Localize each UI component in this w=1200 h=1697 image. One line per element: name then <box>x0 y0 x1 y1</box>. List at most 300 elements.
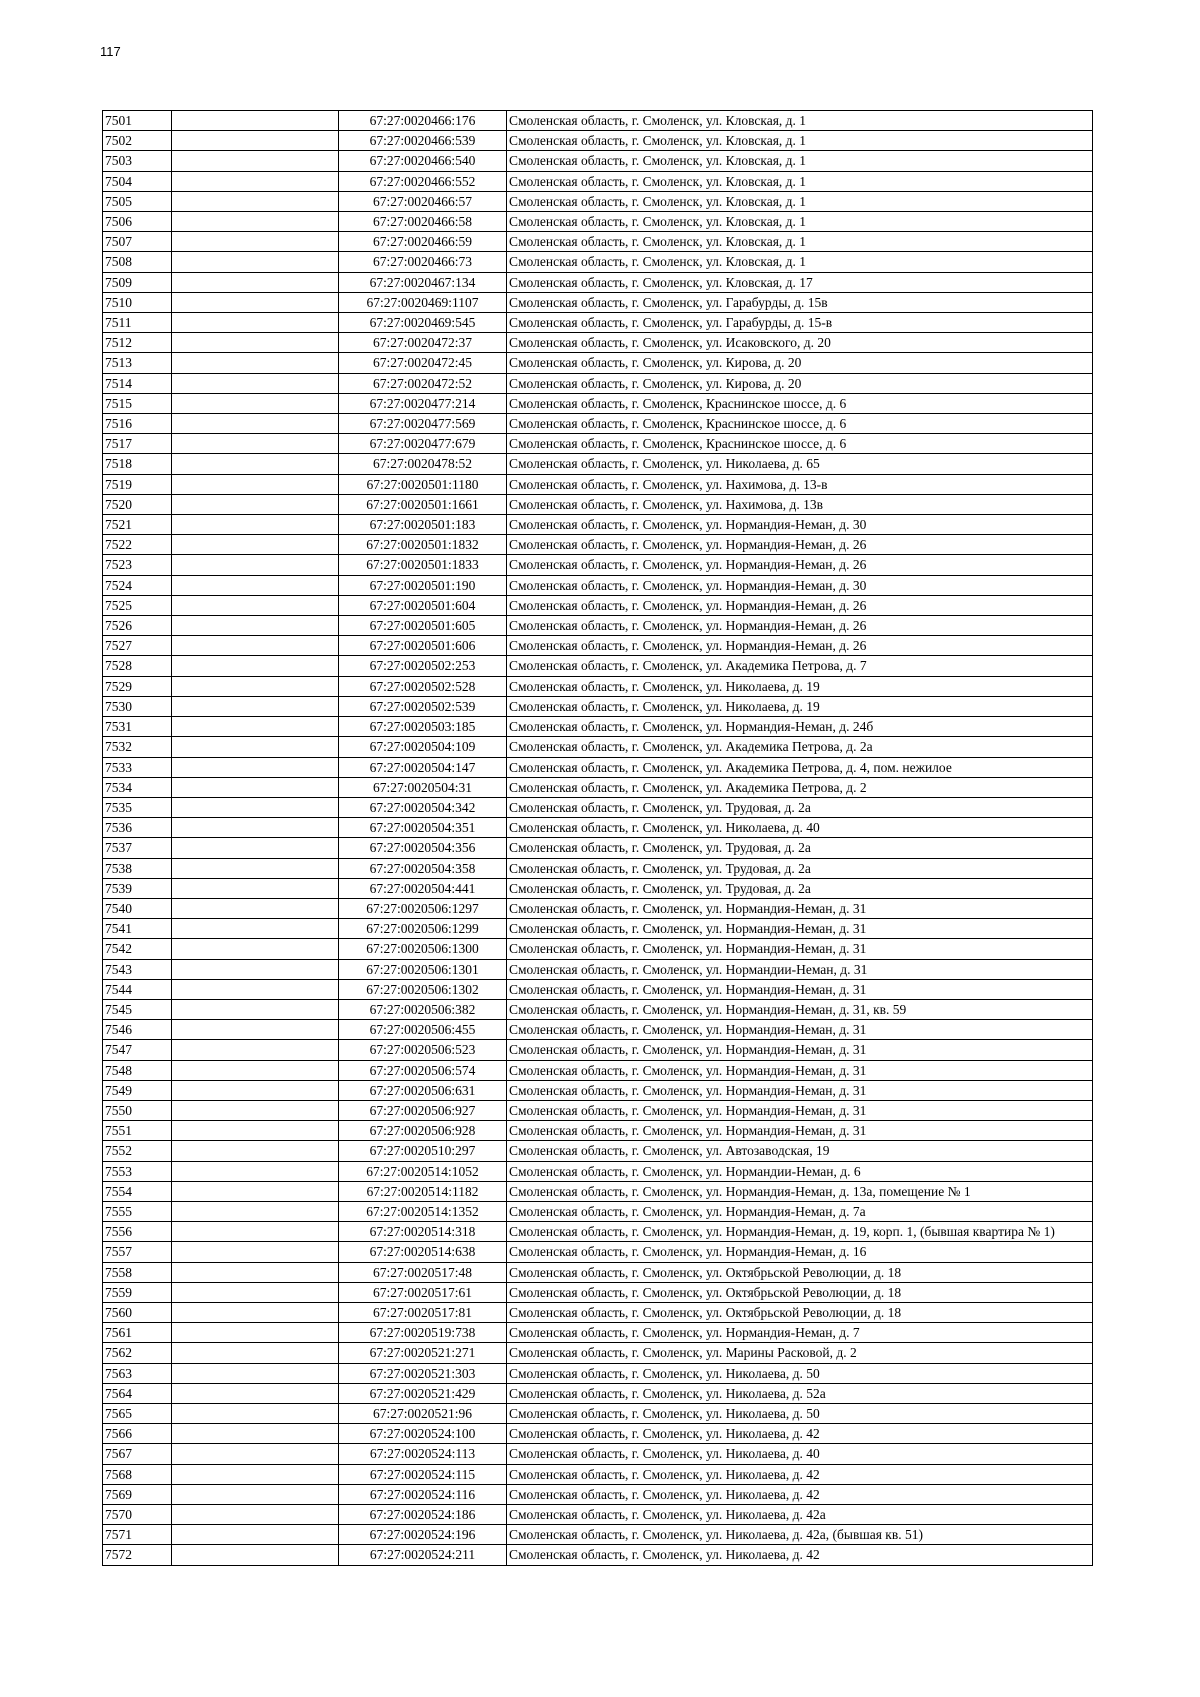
table-row <box>103 1181 1093 1201</box>
cadastral-number-cell: 67:27:0020467:134 <box>339 272 507 292</box>
empty-cell <box>172 616 339 636</box>
table-row <box>103 898 1093 918</box>
table-row <box>103 272 1093 292</box>
empty-cell <box>172 939 339 959</box>
cadastral-number-cell: 67:27:0020469:545 <box>339 313 507 333</box>
row-number-cell: 7538 <box>103 858 172 878</box>
cadastral-number-cell: 67:27:0020502:528 <box>339 676 507 696</box>
row-number-cell: 7542 <box>103 939 172 959</box>
address-cell: Смоленская область, г. Смоленск, ул. Нормандия-Неман, д. 7 <box>507 1323 1093 1343</box>
table-row <box>103 797 1093 817</box>
cadastral-number-cell: 67:27:0020510:297 <box>339 1141 507 1161</box>
empty-cell <box>172 252 339 272</box>
registry-body <box>103 111 1093 1566</box>
cadastral-number-cell: 67:27:0020504:356 <box>339 838 507 858</box>
empty-cell <box>172 676 339 696</box>
cadastral-number-cell: 67:27:0020514:1052 <box>339 1161 507 1181</box>
empty-cell <box>172 171 339 191</box>
empty-cell <box>172 777 339 797</box>
address-cell: Смоленская область, г. Смоленск, ул. Николаева, д. 19 <box>507 676 1093 696</box>
table-row <box>103 1262 1093 1282</box>
empty-cell <box>172 393 339 413</box>
table-row <box>103 171 1093 191</box>
table-row <box>103 999 1093 1019</box>
row-number-cell: 7571 <box>103 1525 172 1545</box>
row-number-cell: 7529 <box>103 676 172 696</box>
table-row <box>103 212 1093 232</box>
address-cell: Смоленская область, г. Смоленск, ул. Трудовая, д. 2а <box>507 858 1093 878</box>
empty-cell <box>172 919 339 939</box>
table-row <box>103 1020 1093 1040</box>
address-cell: Смоленская область, г. Смоленск, ул. Марины Расковой, д. 2 <box>507 1343 1093 1363</box>
address-cell: Смоленская область, г. Смоленск, ул. Нормандия-Неман, д. 16 <box>507 1242 1093 1262</box>
table-row <box>103 919 1093 939</box>
row-number-cell: 7552 <box>103 1141 172 1161</box>
address-cell: Смоленская область, г. Смоленск, ул. Автозаводская, 19 <box>507 1141 1093 1161</box>
row-number-cell: 7512 <box>103 333 172 353</box>
row-number-cell: 7502 <box>103 131 172 151</box>
row-number-cell: 7503 <box>103 151 172 171</box>
table-row <box>103 636 1093 656</box>
address-cell: Смоленская область, г. Смоленск, ул. Нормандия-Неман, д. 31, кв. 59 <box>507 999 1093 1019</box>
table-row <box>103 494 1093 514</box>
empty-cell <box>172 414 339 434</box>
cadastral-number-cell: 67:27:0020504:109 <box>339 737 507 757</box>
address-cell: Смоленская область, г. Смоленск, ул. Нормандия-Неман, д. 24б <box>507 717 1093 737</box>
property-registry-table <box>102 110 1093 1566</box>
table-row <box>103 454 1093 474</box>
address-cell: Смоленская область, г. Смоленск, ул. Нормандия-Неман, д. 26 <box>507 636 1093 656</box>
cadastral-number-cell: 67:27:0020472:52 <box>339 373 507 393</box>
address-cell: Смоленская область, г. Смоленск, ул. Николаева, д. 50 <box>507 1363 1093 1383</box>
empty-cell <box>172 1484 339 1504</box>
row-number-cell: 7501 <box>103 111 172 131</box>
empty-cell <box>172 494 339 514</box>
address-cell: Смоленская область, г. Смоленск, ул. Нормандия-Неман, д. 31 <box>507 939 1093 959</box>
table-row <box>103 878 1093 898</box>
empty-cell <box>172 1424 339 1444</box>
empty-cell <box>172 1060 339 1080</box>
row-number-cell: 7520 <box>103 494 172 514</box>
row-number-cell: 7567 <box>103 1444 172 1464</box>
row-number-cell: 7554 <box>103 1181 172 1201</box>
cadastral-number-cell: 67:27:0020517:48 <box>339 1262 507 1282</box>
table-row <box>103 1100 1093 1120</box>
table-row <box>103 373 1093 393</box>
table-row <box>103 1363 1093 1383</box>
address-cell: Смоленская область, г. Смоленск, ул. Нормандия-Неман, д. 31 <box>507 1100 1093 1120</box>
address-cell: Смоленская область, г. Смоленск, ул. Николаева, д. 50 <box>507 1404 1093 1424</box>
empty-cell <box>172 1525 339 1545</box>
row-number-cell: 7525 <box>103 595 172 615</box>
table-row <box>103 676 1093 696</box>
table-row <box>103 292 1093 312</box>
table-row <box>103 131 1093 151</box>
empty-cell <box>172 1161 339 1181</box>
address-cell: Смоленская область, г. Смоленск, ул. Николаева, д. 42 <box>507 1484 1093 1504</box>
empty-cell <box>172 191 339 211</box>
cadastral-number-cell: 67:27:0020517:81 <box>339 1302 507 1322</box>
cadastral-number-cell: 67:27:0020472:45 <box>339 353 507 373</box>
cadastral-number-cell: 67:27:0020506:927 <box>339 1100 507 1120</box>
table-row <box>103 1121 1093 1141</box>
cadastral-number-cell: 67:27:0020466:539 <box>339 131 507 151</box>
empty-cell <box>172 272 339 292</box>
address-cell: Смоленская область, г. Смоленск, ул. Кловская, д. 1 <box>507 191 1093 211</box>
empty-cell <box>172 515 339 535</box>
row-number-cell: 7504 <box>103 171 172 191</box>
empty-cell <box>172 858 339 878</box>
address-cell: Смоленская область, г. Смоленск, ул. Академика Петрова, д. 7 <box>507 656 1093 676</box>
empty-cell <box>172 1141 339 1161</box>
address-cell: Смоленская область, г. Смоленск, ул. Николаева, д. 52а <box>507 1383 1093 1403</box>
empty-cell <box>172 1020 339 1040</box>
address-cell: Смоленская область, г. Смоленск, ул. Нормандии-Неман, д. 6 <box>507 1161 1093 1181</box>
row-number-cell: 7562 <box>103 1343 172 1363</box>
row-number-cell: 7519 <box>103 474 172 494</box>
empty-cell <box>172 797 339 817</box>
empty-cell <box>172 353 339 373</box>
empty-cell <box>172 717 339 737</box>
address-cell: Смоленская область, г. Смоленск, ул. Нормандия-Неман, д. 31 <box>507 1060 1093 1080</box>
empty-cell <box>172 1444 339 1464</box>
row-number-cell: 7534 <box>103 777 172 797</box>
cadastral-number-cell: 67:27:0020504:358 <box>339 858 507 878</box>
address-cell: Смоленская область, г. Смоленск, ул. Кирова, д. 20 <box>507 373 1093 393</box>
row-number-cell: 7556 <box>103 1222 172 1242</box>
address-cell: Смоленская область, г. Смоленск, ул. Академика Петрова, д. 2а <box>507 737 1093 757</box>
address-cell: Смоленская область, г. Смоленск, ул. Кловская, д. 17 <box>507 272 1093 292</box>
row-number-cell: 7526 <box>103 616 172 636</box>
empty-cell <box>172 1282 339 1302</box>
address-cell: Смоленская область, г. Смоленск, Краснинское шоссе, д. 6 <box>507 393 1093 413</box>
row-number-cell: 7557 <box>103 1242 172 1262</box>
address-cell: Смоленская область, г. Смоленск, ул. Октябрьской Революции, д. 18 <box>507 1282 1093 1302</box>
address-cell: Смоленская область, г. Смоленск, ул. Трудовая, д. 2а <box>507 878 1093 898</box>
table-row <box>103 252 1093 272</box>
address-cell: Смоленская область, г. Смоленск, ул. Нормандии-Неман, д. 31 <box>507 959 1093 979</box>
cadastral-number-cell: 67:27:0020501:606 <box>339 636 507 656</box>
cadastral-number-cell: 67:27:0020466:59 <box>339 232 507 252</box>
table-row <box>103 1464 1093 1484</box>
row-number-cell: 7543 <box>103 959 172 979</box>
table-row <box>103 555 1093 575</box>
cadastral-number-cell: 67:27:0020477:679 <box>339 434 507 454</box>
address-cell: Смоленская область, г. Смоленск, ул. Кловская, д. 1 <box>507 111 1093 131</box>
row-number-cell: 7527 <box>103 636 172 656</box>
empty-cell <box>172 1404 339 1424</box>
table-row <box>103 575 1093 595</box>
address-cell: Смоленская область, г. Смоленск, ул. Нормандия-Неман, д. 30 <box>507 575 1093 595</box>
row-number-cell: 7565 <box>103 1404 172 1424</box>
cadastral-number-cell: 67:27:0020469:1107 <box>339 292 507 312</box>
row-number-cell: 7549 <box>103 1080 172 1100</box>
table-row <box>103 232 1093 252</box>
row-number-cell: 7536 <box>103 818 172 838</box>
address-cell: Смоленская область, г. Смоленск, ул. Нормандия-Неман, д. 31 <box>507 1040 1093 1060</box>
row-number-cell: 7545 <box>103 999 172 1019</box>
cadastral-number-cell: 67:27:0020477:569 <box>339 414 507 434</box>
cadastral-number-cell: 67:27:0020521:271 <box>339 1343 507 1363</box>
address-cell: Смоленская область, г. Смоленск, ул. Николаева, д. 42 <box>507 1424 1093 1444</box>
address-cell: Смоленская область, г. Смоленск, ул. Нахимова, д. 13в <box>507 494 1093 514</box>
table-row <box>103 858 1093 878</box>
address-cell: Смоленская область, г. Смоленск, ул. Исаковского, д. 20 <box>507 333 1093 353</box>
empty-cell <box>172 575 339 595</box>
address-cell: Смоленская область, г. Смоленск, ул. Академика Петрова, д. 4, пом. нежилое <box>507 757 1093 777</box>
table-row <box>103 414 1093 434</box>
table-row <box>103 979 1093 999</box>
empty-cell <box>172 1080 339 1100</box>
cadastral-number-cell: 67:27:0020514:638 <box>339 1242 507 1262</box>
row-number-cell: 7570 <box>103 1505 172 1525</box>
row-number-cell: 7515 <box>103 393 172 413</box>
cadastral-number-cell: 67:27:0020519:738 <box>339 1323 507 1343</box>
cadastral-number-cell: 67:27:0020501:1180 <box>339 474 507 494</box>
empty-cell <box>172 1121 339 1141</box>
cadastral-number-cell: 67:27:0020504:351 <box>339 818 507 838</box>
empty-cell <box>172 959 339 979</box>
table-row <box>103 1525 1093 1545</box>
empty-cell <box>172 1363 339 1383</box>
row-number-cell: 7524 <box>103 575 172 595</box>
address-cell: Смоленская область, г. Смоленск, ул. Трудовая, д. 2а <box>507 797 1093 817</box>
empty-cell <box>172 898 339 918</box>
row-number-cell: 7568 <box>103 1464 172 1484</box>
table-row <box>103 1404 1093 1424</box>
cadastral-number-cell: 67:27:0020501:1833 <box>339 555 507 575</box>
cadastral-number-cell: 67:27:0020472:37 <box>339 333 507 353</box>
empty-cell <box>172 212 339 232</box>
empty-cell <box>172 434 339 454</box>
table-row <box>103 1161 1093 1181</box>
empty-cell <box>172 474 339 494</box>
table-row <box>103 1545 1093 1565</box>
cadastral-number-cell: 67:27:0020506:1302 <box>339 979 507 999</box>
empty-cell <box>172 1323 339 1343</box>
cadastral-number-cell: 67:27:0020501:604 <box>339 595 507 615</box>
row-number-cell: 7547 <box>103 1040 172 1060</box>
address-cell: Смоленская область, г. Смоленск, ул. Октябрьской Революции, д. 18 <box>507 1302 1093 1322</box>
cadastral-number-cell: 67:27:0020504:441 <box>339 878 507 898</box>
table-row <box>103 1383 1093 1403</box>
cadastral-number-cell: 67:27:0020524:116 <box>339 1484 507 1504</box>
cadastral-number-cell: 67:27:0020501:183 <box>339 515 507 535</box>
row-number-cell: 7553 <box>103 1161 172 1181</box>
empty-cell <box>172 1262 339 1282</box>
address-cell: Смоленская область, г. Смоленск, Краснинское шоссе, д. 6 <box>507 434 1093 454</box>
row-number-cell: 7508 <box>103 252 172 272</box>
table-row <box>103 1080 1093 1100</box>
cadastral-number-cell: 67:27:0020514:1352 <box>339 1201 507 1221</box>
table-row <box>103 1282 1093 1302</box>
empty-cell <box>172 1464 339 1484</box>
empty-cell <box>172 1383 339 1403</box>
table-row <box>103 1242 1093 1262</box>
cadastral-number-cell: 67:27:0020506:631 <box>339 1080 507 1100</box>
address-cell: Смоленская область, г. Смоленск, ул. Нормандия-Неман, д. 7а <box>507 1201 1093 1221</box>
table-row <box>103 1505 1093 1525</box>
address-cell: Смоленская область, г. Смоленск, ул. Нормандия-Неман, д. 31 <box>507 919 1093 939</box>
cadastral-number-cell: 67:27:0020506:1301 <box>339 959 507 979</box>
cadastral-number-cell: 67:27:0020501:1661 <box>339 494 507 514</box>
row-number-cell: 7546 <box>103 1020 172 1040</box>
cadastral-number-cell: 67:27:0020506:455 <box>339 1020 507 1040</box>
address-cell: Смоленская область, г. Смоленск, ул. Академика Петрова, д. 2 <box>507 777 1093 797</box>
empty-cell <box>172 1040 339 1060</box>
table-row <box>103 1222 1093 1242</box>
address-cell: Смоленская область, г. Смоленск, ул. Нормандия-Неман, д. 31 <box>507 1080 1093 1100</box>
table-row <box>103 111 1093 131</box>
row-number-cell: 7510 <box>103 292 172 312</box>
cadastral-number-cell: 67:27:0020466:552 <box>339 171 507 191</box>
empty-cell <box>172 454 339 474</box>
row-number-cell: 7564 <box>103 1383 172 1403</box>
empty-cell <box>172 1222 339 1242</box>
row-number-cell: 7528 <box>103 656 172 676</box>
table-row <box>103 393 1093 413</box>
cadastral-number-cell: 67:27:0020524:100 <box>339 1424 507 1444</box>
empty-cell <box>172 232 339 252</box>
row-number-cell: 7514 <box>103 373 172 393</box>
address-cell: Смоленская область, г. Смоленск, ул. Николаева, д. 42 <box>507 1545 1093 1565</box>
empty-cell <box>172 333 339 353</box>
table-row <box>103 1343 1093 1363</box>
empty-cell <box>172 151 339 171</box>
row-number-cell: 7561 <box>103 1323 172 1343</box>
table-row <box>103 1141 1093 1161</box>
cadastral-number-cell: 67:27:0020521:429 <box>339 1383 507 1403</box>
address-cell: Смоленская область, г. Смоленск, ул. Гарабурды, д. 15-в <box>507 313 1093 333</box>
row-number-cell: 7509 <box>103 272 172 292</box>
address-cell: Смоленская область, г. Смоленск, ул. Кловская, д. 1 <box>507 212 1093 232</box>
empty-cell <box>172 1201 339 1221</box>
empty-cell <box>172 636 339 656</box>
address-cell: Смоленская область, г. Смоленск, ул. Кирова, д. 20 <box>507 353 1093 373</box>
table-row <box>103 696 1093 716</box>
cadastral-number-cell: 67:27:0020506:382 <box>339 999 507 1019</box>
table-row <box>103 191 1093 211</box>
cadastral-number-cell: 67:27:0020521:303 <box>339 1363 507 1383</box>
address-cell: Смоленская область, г. Смоленск, ул. Нормандия-Неман, д. 31 <box>507 898 1093 918</box>
empty-cell <box>172 595 339 615</box>
address-cell: Смоленская область, г. Смоленск, ул. Николаева, д. 19 <box>507 696 1093 716</box>
empty-cell <box>172 818 339 838</box>
empty-cell <box>172 1302 339 1322</box>
table-row <box>103 595 1093 615</box>
cadastral-number-cell: 67:27:0020521:96 <box>339 1404 507 1424</box>
table-row <box>103 939 1093 959</box>
address-cell: Смоленская область, г. Смоленск, ул. Кловская, д. 1 <box>507 171 1093 191</box>
cadastral-number-cell: 67:27:0020524:211 <box>339 1545 507 1565</box>
row-number-cell: 7530 <box>103 696 172 716</box>
address-cell: Смоленская область, г. Смоленск, ул. Николаева, д. 40 <box>507 1444 1093 1464</box>
table-row <box>103 1060 1093 1080</box>
table-row <box>103 1424 1093 1444</box>
empty-cell <box>172 555 339 575</box>
table-row <box>103 757 1093 777</box>
address-cell: Смоленская область, г. Смоленск, ул. Кловская, д. 1 <box>507 151 1093 171</box>
row-number-cell: 7560 <box>103 1302 172 1322</box>
empty-cell <box>172 838 339 858</box>
table-row <box>103 515 1093 535</box>
cadastral-number-cell: 67:27:0020501:1832 <box>339 535 507 555</box>
empty-cell <box>172 737 339 757</box>
address-cell: Смоленская область, г. Смоленск, ул. Нормандия-Неман, д. 31 <box>507 1020 1093 1040</box>
cadastral-number-cell: 67:27:0020524:115 <box>339 1464 507 1484</box>
empty-cell <box>172 292 339 312</box>
address-cell: Смоленская область, г. Смоленск, ул. Нормандия-Неман, д. 26 <box>507 535 1093 555</box>
table-row <box>103 737 1093 757</box>
empty-cell <box>172 1343 339 1363</box>
table-row <box>103 959 1093 979</box>
cadastral-number-cell: 67:27:0020502:253 <box>339 656 507 676</box>
empty-cell <box>172 999 339 1019</box>
empty-cell <box>172 878 339 898</box>
row-number-cell: 7513 <box>103 353 172 373</box>
empty-cell <box>172 131 339 151</box>
address-cell: Смоленская область, г. Смоленск, ул. Нормандия-Неман, д. 26 <box>507 555 1093 575</box>
cadastral-number-cell: 67:27:0020504:147 <box>339 757 507 777</box>
cadastral-number-cell: 67:27:0020504:31 <box>339 777 507 797</box>
row-number-cell: 7505 <box>103 191 172 211</box>
row-number-cell: 7535 <box>103 797 172 817</box>
row-number-cell: 7548 <box>103 1060 172 1080</box>
address-cell: Смоленская область, г. Смоленск, Краснинское шоссе, д. 6 <box>507 414 1093 434</box>
empty-cell <box>172 1100 339 1120</box>
cadastral-number-cell: 67:27:0020502:539 <box>339 696 507 716</box>
address-cell: Смоленская область, г. Смоленск, ул. Нормандия-Неман, д. 13а, помещение № 1 <box>507 1181 1093 1201</box>
row-number-cell: 7572 <box>103 1545 172 1565</box>
cadastral-number-cell: 67:27:0020466:73 <box>339 252 507 272</box>
row-number-cell: 7507 <box>103 232 172 252</box>
table-row <box>103 656 1093 676</box>
empty-cell <box>172 1505 339 1525</box>
cadastral-number-cell: 67:27:0020524:196 <box>339 1525 507 1545</box>
row-number-cell: 7555 <box>103 1201 172 1221</box>
table-row <box>103 1302 1093 1322</box>
address-cell: Смоленская область, г. Смоленск, ул. Нормандия-Неман, д. 30 <box>507 515 1093 535</box>
address-cell: Смоленская область, г. Смоленск, ул. Кловская, д. 1 <box>507 232 1093 252</box>
cadastral-number-cell: 67:27:0020477:214 <box>339 393 507 413</box>
row-number-cell: 7523 <box>103 555 172 575</box>
row-number-cell: 7550 <box>103 1100 172 1120</box>
row-number-cell: 7537 <box>103 838 172 858</box>
table-row <box>103 1323 1093 1343</box>
cadastral-number-cell: 67:27:0020478:52 <box>339 454 507 474</box>
row-number-cell: 7540 <box>103 898 172 918</box>
row-number-cell: 7539 <box>103 878 172 898</box>
cadastral-number-cell: 67:27:0020517:61 <box>339 1282 507 1302</box>
cadastral-number-cell: 67:27:0020503:185 <box>339 717 507 737</box>
address-cell: Смоленская область, г. Смоленск, ул. Николаева, д. 42а <box>507 1505 1093 1525</box>
table-row <box>103 353 1093 373</box>
cadastral-number-cell: 67:27:0020506:1300 <box>339 939 507 959</box>
row-number-cell: 7544 <box>103 979 172 999</box>
row-number-cell: 7517 <box>103 434 172 454</box>
address-cell: Смоленская область, г. Смоленск, ул. Нормандия-Неман, д. 19, корп. 1, (бывшая квартира № 1) <box>507 1222 1093 1242</box>
table-row <box>103 474 1093 494</box>
table-row <box>103 313 1093 333</box>
table-row <box>103 818 1093 838</box>
empty-cell <box>172 111 339 131</box>
address-cell: Смоленская область, г. Смоленск, ул. Николаева, д. 40 <box>507 818 1093 838</box>
table-row <box>103 1484 1093 1504</box>
cadastral-number-cell: 67:27:0020506:1297 <box>339 898 507 918</box>
row-number-cell: 7522 <box>103 535 172 555</box>
address-cell: Смоленская область, г. Смоленск, ул. Кловская, д. 1 <box>507 131 1093 151</box>
cadastral-number-cell: 67:27:0020506:1299 <box>339 919 507 939</box>
